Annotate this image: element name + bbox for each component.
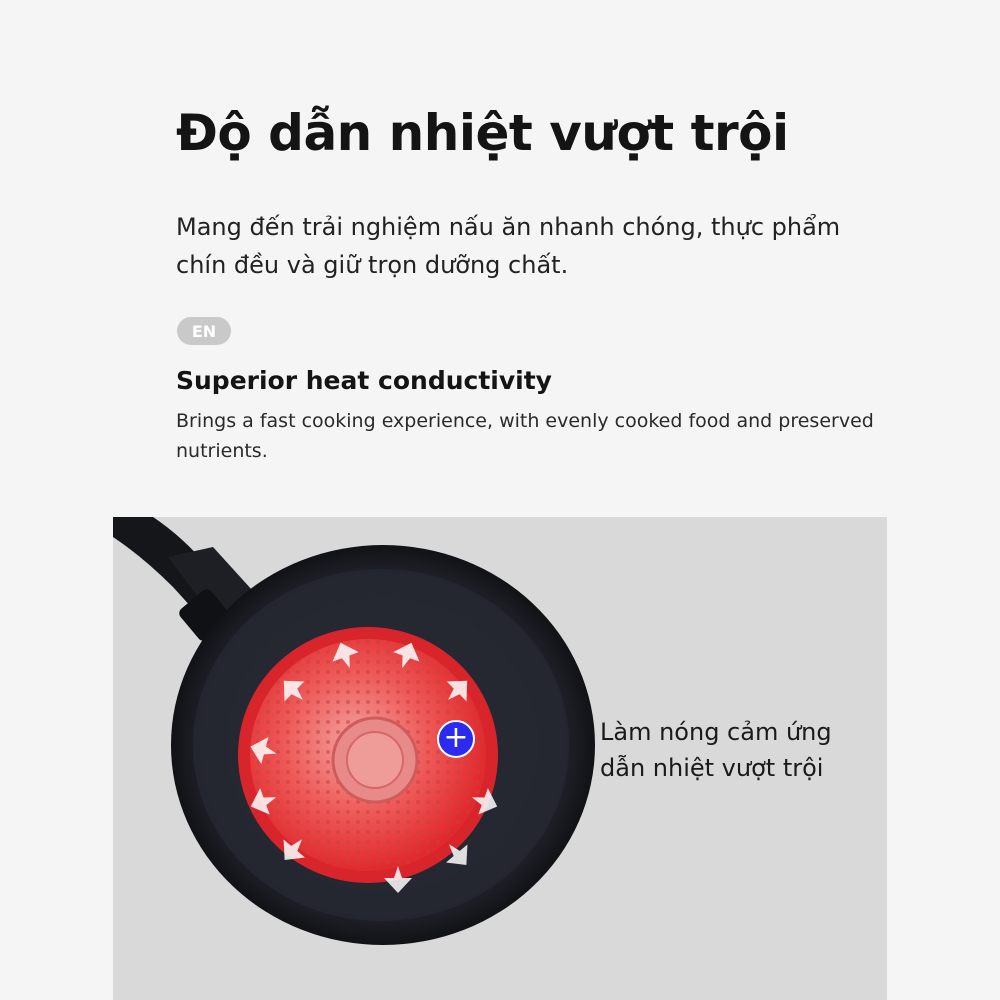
language-badge[interactable]: EN <box>177 317 231 345</box>
english-title: Superior heat conductivity <box>176 366 552 395</box>
page-title: Độ dẫn nhiệt vượt trội <box>176 104 789 162</box>
caption-line-1: Làm nóng cảm ứng <box>600 718 832 746</box>
plus-icon-hotspot[interactable]: + <box>437 720 475 758</box>
page-description: Mang đến trải nghiệm nấu ăn nhanh chóng, thực phẩm chín đều và giữ trọn dưỡng chất. <box>176 213 841 279</box>
image-caption <box>600 714 870 786</box>
english-description: Brings a fast cooking experience, with evenly cooked food and preserved nutrients. <box>176 410 874 462</box>
caption-line-2: dẫn nhiệt vượt trội <box>600 754 824 782</box>
